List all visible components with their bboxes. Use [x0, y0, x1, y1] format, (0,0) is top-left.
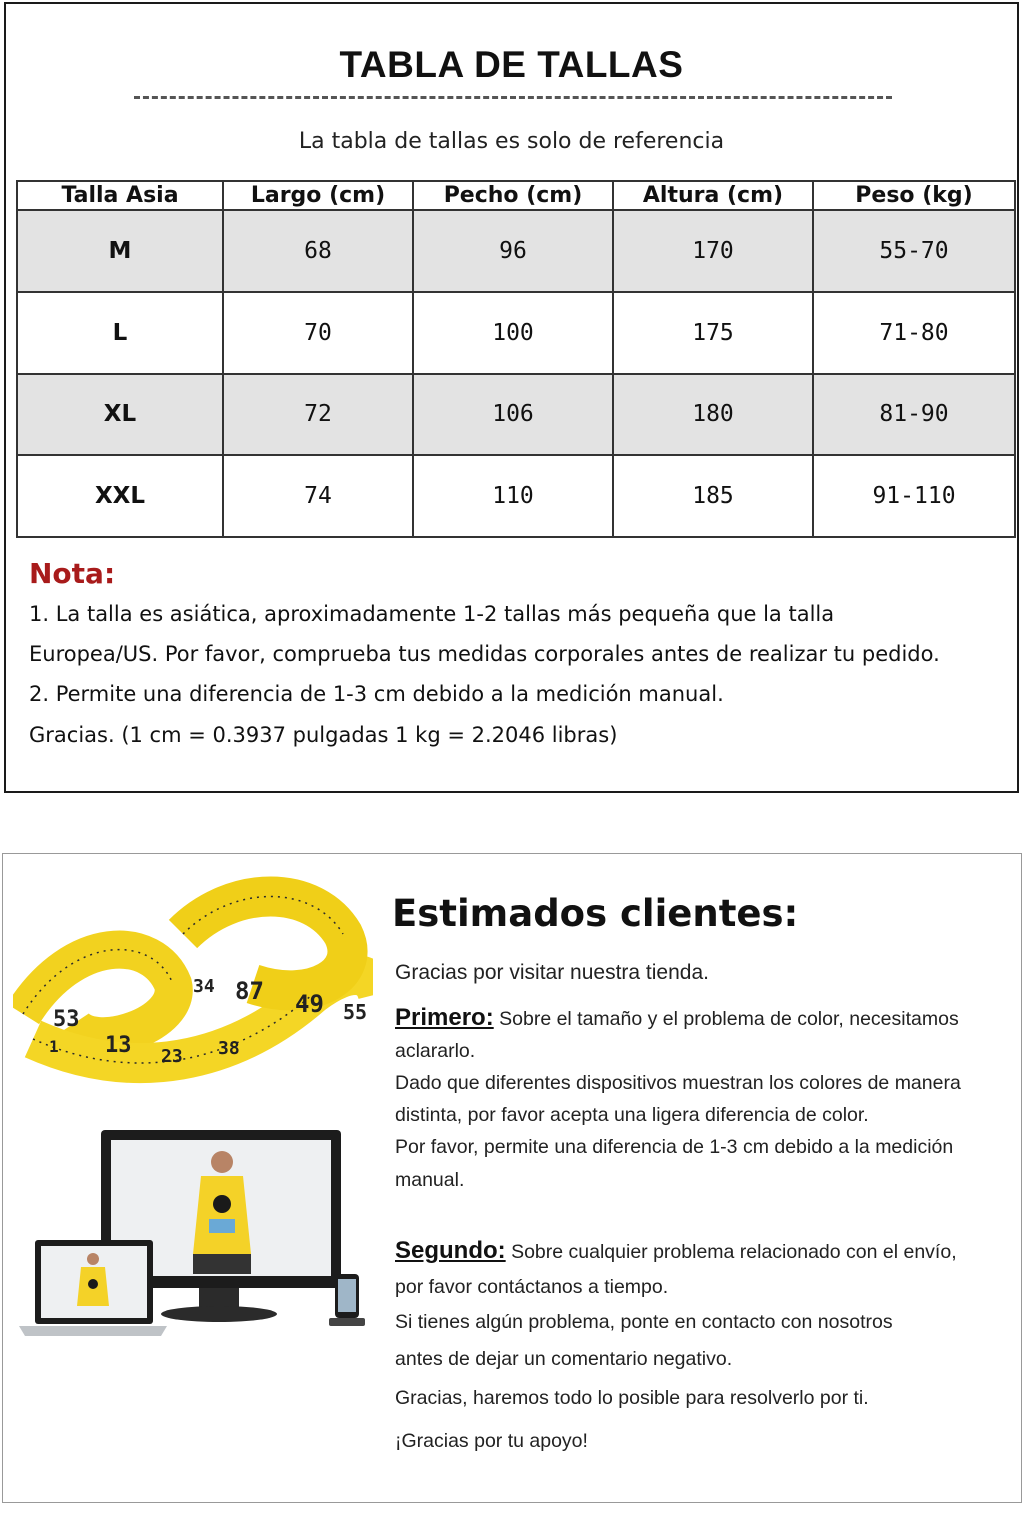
table-cell: 185 — [613, 455, 813, 537]
tape-number: 38 — [218, 1038, 240, 1059]
tape-number: 55 — [343, 1000, 368, 1024]
first-paragraph-line: Dado que diferentes dispositivos muestran los colores de manera — [395, 1072, 961, 1094]
tape-number: 1 — [49, 1037, 59, 1056]
nota-line: Europea/US. Por favor, comprueba tus medidas corporales antes de realizar tu pedido. — [29, 642, 940, 666]
greeting-heading: Estimados clientes: — [392, 892, 799, 935]
second-paragraph-line: antes de dejar un comentario negativo. — [395, 1348, 733, 1370]
first-paragraph-line: distinta, por favor acepta una ligera diferencia de color. — [395, 1104, 869, 1126]
column-header: Largo (cm) — [223, 181, 413, 210]
nota-line: Gracias. (1 cm = 0.3937 pulgadas 1 kg = 2.2046 libras) — [29, 723, 618, 747]
second-paragraph-line: Si tienes algún problema, ponte en contacto con nosotros — [395, 1311, 893, 1333]
second-paragraph-line: Gracias, haremos todo lo posible para resolverlo por ti. — [395, 1387, 869, 1409]
table-cell: 68 — [223, 210, 413, 292]
first-label: Primero: — [395, 1004, 494, 1031]
table-cell: 55-70 — [813, 210, 1015, 292]
size-label-cell: M — [17, 210, 223, 292]
table-cell: 74 — [223, 455, 413, 537]
nota-heading: Nota: — [29, 557, 116, 590]
nota-line: 1. La talla es asiática, aproximadamente 1-2 tallas más pequeña que la talla — [29, 602, 835, 626]
table-cell: 81-90 — [813, 374, 1015, 456]
first-text: Sobre el tamaño y el problema de color, necesitamos — [499, 1008, 959, 1030]
tape-number: 87 — [235, 977, 264, 1005]
table-cell: 170 — [613, 210, 813, 292]
table-cell: 175 — [613, 292, 813, 374]
second-label: Segundo: — [395, 1237, 506, 1264]
second-text: Sobre cualquier problema relacionado con el envío, — [511, 1241, 957, 1263]
closing-line: ¡Gracias por tu apoyo! — [395, 1430, 588, 1452]
table-cell: 106 — [413, 374, 613, 456]
first-paragraph-line — [395, 1004, 959, 1032]
tape-number: 13 — [105, 1033, 132, 1058]
column-header: Altura (cm) — [613, 181, 813, 210]
laptop-icon — [19, 1240, 167, 1336]
table-cell: 71-80 — [813, 292, 1015, 374]
size-chart-panel — [4, 2, 1019, 793]
table-cell: 72 — [223, 374, 413, 456]
first-paragraph-line: Por favor, permite una diferencia de 1-3 cm debido a la medición — [395, 1136, 954, 1158]
table-cell: 91-110 — [813, 455, 1015, 537]
table-cell: 180 — [613, 374, 813, 456]
product-illustration — [13, 874, 373, 1344]
tape-number: 53 — [53, 1007, 80, 1032]
size-table-header-row — [17, 181, 1015, 210]
table-row — [17, 455, 1015, 537]
first-paragraph-line: manual. — [395, 1169, 465, 1191]
column-header: Talla Asia — [17, 181, 223, 210]
tape-number: 49 — [295, 990, 324, 1018]
second-paragraph-line: por favor contáctanos a tiempo. — [395, 1276, 669, 1298]
table-row — [17, 374, 1015, 456]
table-cell: 100 — [413, 292, 613, 374]
size-label-cell: L — [17, 292, 223, 374]
size-chart-title: TABLA DE TALLAS — [339, 44, 684, 85]
column-header: Peso (kg) — [813, 181, 1015, 210]
table-cell: 110 — [413, 455, 613, 537]
nota-line: 2. Permite una diferencia de 1-3 cm debido a la medición manual. — [29, 682, 724, 706]
table-row — [17, 292, 1015, 374]
second-paragraph-line — [395, 1237, 957, 1265]
size-table — [16, 180, 1016, 538]
column-header: Pecho (cm) — [413, 181, 613, 210]
size-chart-subtitle: La tabla de tallas es solo de referencia — [298, 129, 725, 154]
title-divider — [134, 96, 892, 99]
tape-number: 34 — [193, 976, 215, 997]
size-label-cell: XXL — [17, 455, 223, 537]
measuring-tape-icon — [23, 897, 373, 1068]
table-cell: 96 — [413, 210, 613, 292]
thanks-line: Gracias por visitar nuestra tienda. — [395, 961, 709, 984]
customer-message-panel — [2, 853, 1022, 1503]
table-row — [17, 210, 1015, 292]
first-paragraph-line: aclararlo. — [395, 1040, 476, 1062]
table-cell: 70 — [223, 292, 413, 374]
size-label-cell: XL — [17, 374, 223, 456]
tape-number: 23 — [161, 1046, 183, 1067]
